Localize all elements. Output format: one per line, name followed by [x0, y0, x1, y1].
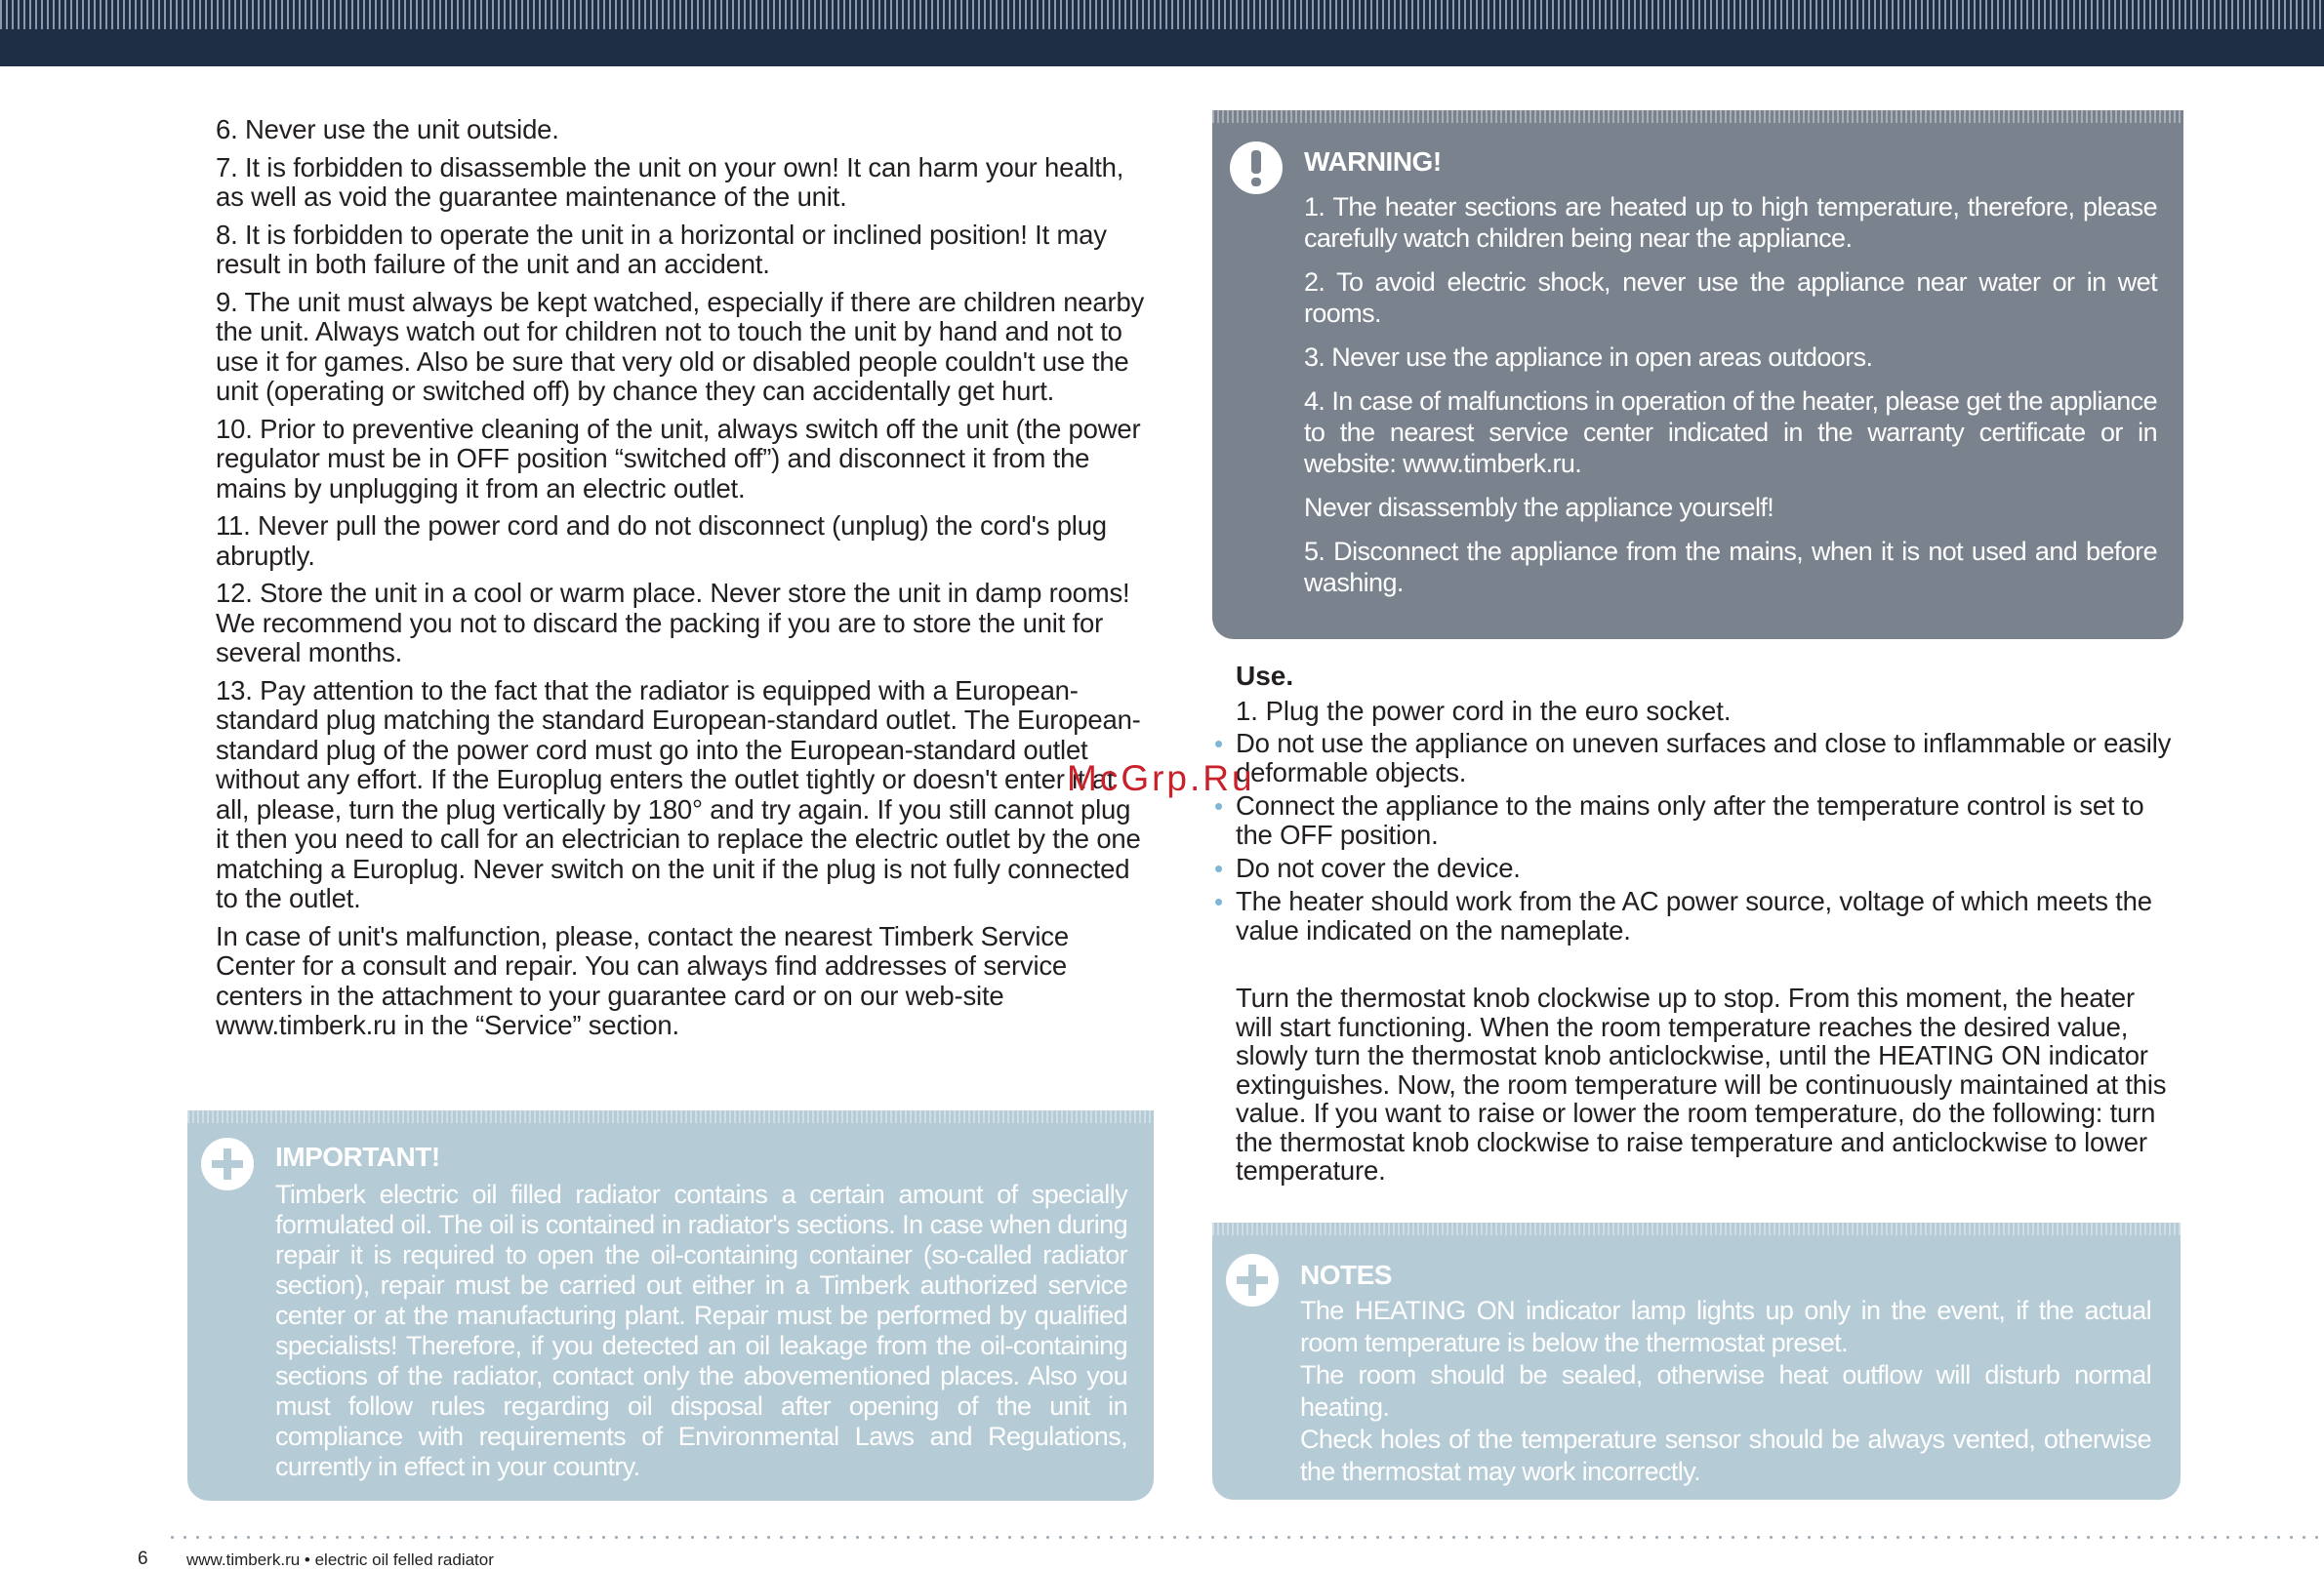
warning-item-5: 5. Disconnect the appliance from the mains, when it is not used and before washing.: [1304, 537, 2157, 597]
safety-item-7: 7. It is forbidden to disassemble the unit on your own! It can harm your health, as well as void the guarantee maintenance of the unit.: [216, 151, 1124, 212]
footer-divider: [166, 1536, 2324, 1539]
important-box: [187, 1110, 1154, 1501]
note-item: Check holes of the temperature sensor should be always vented, otherwise the thermostat may work incorrectly.: [1300, 1425, 2151, 1486]
service-center-note: In case of unit's malfunction, please, contact the nearest Timberk Service Center for a consult and repair. You can always find addresses of service centers in the attachment to your guarantee card or on our web-site www.timberk.ru in the “Service” section.: [216, 920, 1069, 1040]
safety-item-13: 13. Pay attention to the fact that the radiator is equipped with a European-standard plug matching the standard European-standard outlet. The European-standard plug of the power cord must go into the European-standard outlet without any effort. If the Europlug enters the outlet tightly or doesn't enter it at all, please, turn the plug vertically by 180° and try again. If you still cannot plug it then you need to call for an electrician to replace the electric outlet by the one matching a Europlug. Never switch on the unit if the plug is not fully connected to the outlet.: [216, 674, 1141, 913]
header-stripes: [0, 0, 2324, 29]
warning-item-2: 2. To avoid electric shock, never use the appliance near water or in wet rooms.: [1304, 267, 2157, 328]
page-number: 6: [138, 1549, 148, 1569]
note-item: The room should be sealed, otherwise heat outflow will disturb normal heating.: [1300, 1360, 2151, 1422]
warning-item-disassembly: Never disassembly the appliance yourself!: [1304, 493, 1774, 522]
list-item: • The heater should work from the AC power source, voltage of which meets the value indicated on the nameplate.: [1214, 886, 2152, 946]
watermark: McGrp.Ru: [1067, 758, 1255, 798]
list-item: • Do not cover the device.: [1214, 853, 1521, 883]
safety-item-9: 9. The unit must always be kept watched, especially if there are children nearby the unit. Always watch out for children not to touch the unit by hand and not to use it for games. Also be sure that very old or disabled people couldn't use the unit (operating or switched off) by chance they can accidentally get hurt.: [216, 286, 1145, 406]
important-title: IMPORTANT!: [275, 1142, 440, 1172]
warning-box: [1212, 110, 2183, 639]
box-stripes: [187, 1110, 1154, 1123]
warning-list: [1304, 191, 2157, 611]
safety-item-10: 10. Prior to preventive cleaning of the unit, always switch off the unit (the power regulator must be in OFF position “switched off”) and disconnect it from the mains by unplugging it from an electric outlet.: [216, 413, 1141, 503]
bullet-icon: •: [1214, 887, 1223, 916]
notes-list: [1300, 1295, 2151, 1488]
bullet-icon: •: [1214, 791, 1223, 821]
header-bar: [0, 0, 2324, 66]
use-step-1: 1. Plug the power cord in the euro socket.: [1236, 696, 1732, 726]
list-item: • Connect the appliance to the mains only after the temperature control is set to the OFF position.: [1214, 790, 2144, 850]
bullet-icon: •: [1214, 729, 1223, 758]
notes-box: [1212, 1223, 2181, 1500]
important-text: Timberk electric oil filled radiator contains a certain amount of specially formulated oil. The oil is contained in radiator's sections. In case when during repair it is required to open the oil-containing container (so-called radiator section), repair must be carried out either in a Timberk authorized service center or at the manufacturing plant. Repair must be performed by qualified specialists! Therefore, if you detected an oil leakage from the oil-containing sections of the radiator, contact only the abovementioned places. Also you must follow rules regarding oil disposal after opening of the unit in compliance with requirements of Environmental Laws and Regulations, currently in effect in your country.: [275, 1180, 1127, 1481]
warning-item-4: 4. In case of malfunctions in operation of the heater, please get the appliance to the nearest service center indicated in the warranty certificate or in website: www.timberk.ru.: [1304, 386, 2157, 478]
warning-title: WARNING!: [1304, 146, 1442, 177]
use-bullets: [1214, 729, 2181, 949]
warning-item-1: 1. The heater sections are heated up to high temperature, therefore, please carefully watch children being near the appliance.: [1304, 192, 2157, 253]
warning-item-3: 3. Never use the appliance in open areas outdoors.: [1304, 342, 1873, 372]
safety-list: [216, 115, 1146, 1049]
box-stripes: [1212, 1223, 2181, 1235]
plus-icon: [201, 1138, 254, 1190]
safety-item-8: 8. It is forbidden to operate the unit in a horizontal or inclined position! It may result in both failure of the unit and an accident.: [216, 219, 1107, 279]
bullet-icon: •: [1214, 854, 1223, 883]
thermostat-instructions: Turn the thermostat knob clockwise up to stop. From this moment, the heater will start functioning. When the room temperature reaches the desired value, slowly turn the thermostat knob anticlockwise, until the HEATING ON indicator extinguishes. Now, the room temperature will be continuously maintained at this value. If you want to raise or lower the room temperature, do the following: turn the thermostat knob clockwise to raise temperature and anticlockwise to lower temperature.: [1236, 983, 2167, 1186]
footer-text: www.timberk.ru • electric oil felled radiator: [186, 1550, 494, 1569]
box-stripes: [1212, 110, 2183, 123]
plus-icon: [1226, 1254, 1279, 1307]
safety-item-12: 12. Store the unit in a cool or warm place. Never store the unit in damp rooms! We recommend you not to discard the packing if you are to store the unit for several months.: [216, 578, 1130, 667]
list-item: • Do not use the appliance on uneven surfaces and close to inflammable or easily deformable objects.: [1214, 728, 2172, 787]
safety-item-11: 11. Never pull the power cord and do not disconnect (unplug) the cord's plug abruptly.: [216, 510, 1107, 571]
exclamation-icon: [1230, 141, 1283, 194]
notes-title: NOTES: [1300, 1260, 1392, 1290]
use-title: Use.: [1236, 661, 1294, 691]
note-item: The HEATING ON indicator lamp lights up only in the event, if the actual room temperature is below the thermostat preset.: [1300, 1296, 2151, 1357]
safety-item-6: 6. Never use the unit outside.: [216, 114, 559, 144]
